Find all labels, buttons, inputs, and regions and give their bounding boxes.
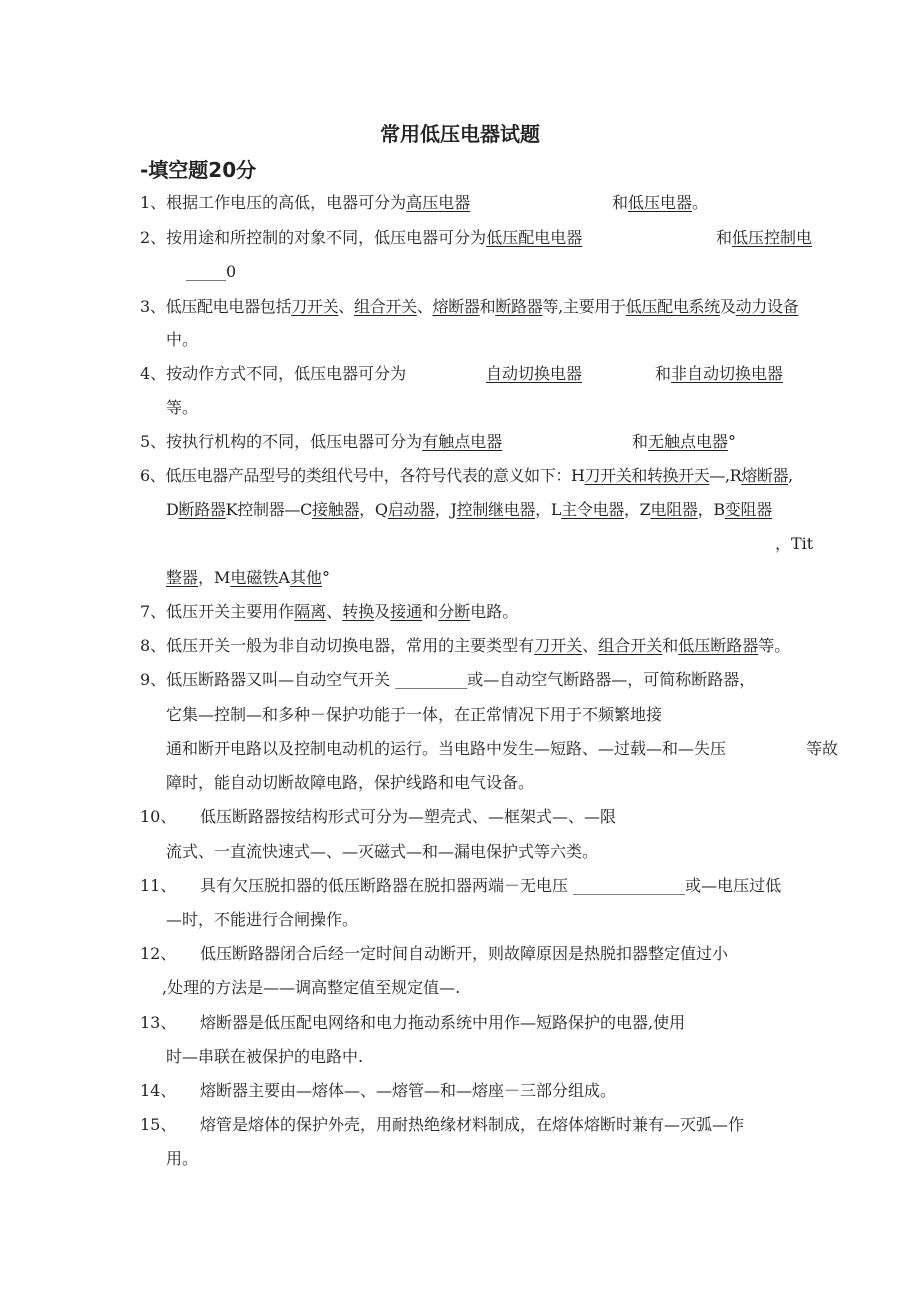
answer: 低压电器: [628, 193, 693, 212]
answer: 高压电器: [406, 193, 471, 212]
question-6-line-4: 整器，M电磁铁A其他°: [166, 568, 330, 587]
question-5-cont: 和无触点电器°: [632, 432, 737, 451]
question-14: 熔断器主要由—熔体—、—熔管—和—熔座－三部分组成。: [200, 1081, 617, 1100]
question-9-line-3: 通和断开电路以及控制电动机的运行。当电路中发生—短路、—过载—和—失压: [166, 739, 727, 758]
answer: 低压控制电: [732, 228, 813, 247]
question-1-cont: 和低压电器。: [612, 193, 709, 212]
question-11-number: 11、: [140, 876, 177, 895]
question-10-cont: 流式、一直流快速式—、—灭磁式—和—漏电保护式等六类。: [166, 842, 599, 861]
question-8: 8、低压开关一般为非自动切换电器，常用的主要类型有刀开关、组合开关和低压断路器等。: [140, 636, 791, 655]
question-4: 4、按动作方式不同，低压电器可分为: [140, 364, 407, 383]
page-title: 常用低压电器试题: [380, 122, 540, 146]
question-6-line-3: ，Tit: [775, 534, 814, 553]
question-4-answer-2: 和非自动切换电器: [655, 364, 784, 383]
question-9-line-2: 它集—控制—和多种－保护功能于一体，在正常情况下用于不频繁地接: [166, 705, 663, 724]
question-15: 熔管是熔体的保护外壳，用耐热绝缘材料制成，在熔体熔断时兼有—灭弧—作: [200, 1115, 745, 1134]
question-9: 9、低压断路器又叫—自动空气开关 _________或—自动空气断路器—，可简称断路器，: [140, 670, 756, 689]
question-14-number: 14、: [140, 1081, 177, 1100]
question-13-cont: 时—串联在被保护的电路中.: [166, 1047, 364, 1066]
question-2: 2、按用途和所控制的对象不同，低压电器可分为低压配电电器: [140, 228, 583, 247]
question-4-answer-1: 自动切换电器: [486, 364, 583, 383]
question-12-cont: ,处理的方法是——调高整定值至规定值—.: [162, 978, 461, 997]
question-12: 低压断路器闭合后经一定时间自动断开，则故障原因是热脱扣器整定值过小: [200, 944, 729, 963]
section-heading: -填空题20分: [140, 158, 257, 182]
question-2-blank: _____0: [186, 262, 237, 281]
question-9-line-3-end: 等故: [806, 739, 839, 758]
question-4-cont: 等。: [166, 398, 199, 417]
blank: _________: [395, 670, 468, 689]
question-11-cont: —时，不能进行合闸操作。: [166, 910, 359, 929]
question-13: 熔断器是低压配电网络和电力拖动系统中用作—短路保护的电器,使用: [200, 1013, 686, 1032]
question-6: 6、低压电器产品型号的类组代号中，各符号代表的意义如下：H刀开关和转换开天—,R熔断器,: [140, 466, 793, 485]
blank: ______________: [573, 876, 686, 895]
question-3: 3、低压配电电器包括刀开关、组合开关、熔断器和断路器等,主要用于低压配电系统及动力设备: [140, 297, 799, 316]
answer: 低压配电电器: [486, 228, 583, 247]
question-7: 7、低压开关主要用作隔离、转换及接通和分断电路。: [140, 602, 519, 621]
question-1: 1、根据工作电压的高低，电器可分为高压电器: [140, 193, 471, 212]
question-5: 5、按执行机构的不同，低压电器可分为有触点电器: [140, 432, 503, 451]
question-9-line-4: 障时，能自动切断故障电路，保护线路和电气设备。: [166, 773, 535, 792]
question-13-number: 13、: [140, 1013, 177, 1032]
question-15-cont: 用。: [166, 1149, 199, 1168]
question-11: 具有欠压脱扣器的低压断路器在脱扣器两端－无电压 ______________或—电压过低: [200, 876, 782, 895]
question-3-cont: 中。: [166, 330, 199, 349]
question-2-cont: 和低压控制电: [716, 228, 813, 247]
question-15-number: 15、: [140, 1115, 177, 1134]
question-6-line-2: D断路器K控制器—C接触器，Q启动器，J控制继电器，L主令电器，Z电阻器，B变阻器: [166, 500, 772, 519]
question-10: 低压断路器按结构形式可分为—塑壳式、—框架式—、—限: [200, 807, 617, 826]
question-10-number: 10、: [140, 807, 177, 826]
question-12-number: 12、: [140, 944, 177, 963]
